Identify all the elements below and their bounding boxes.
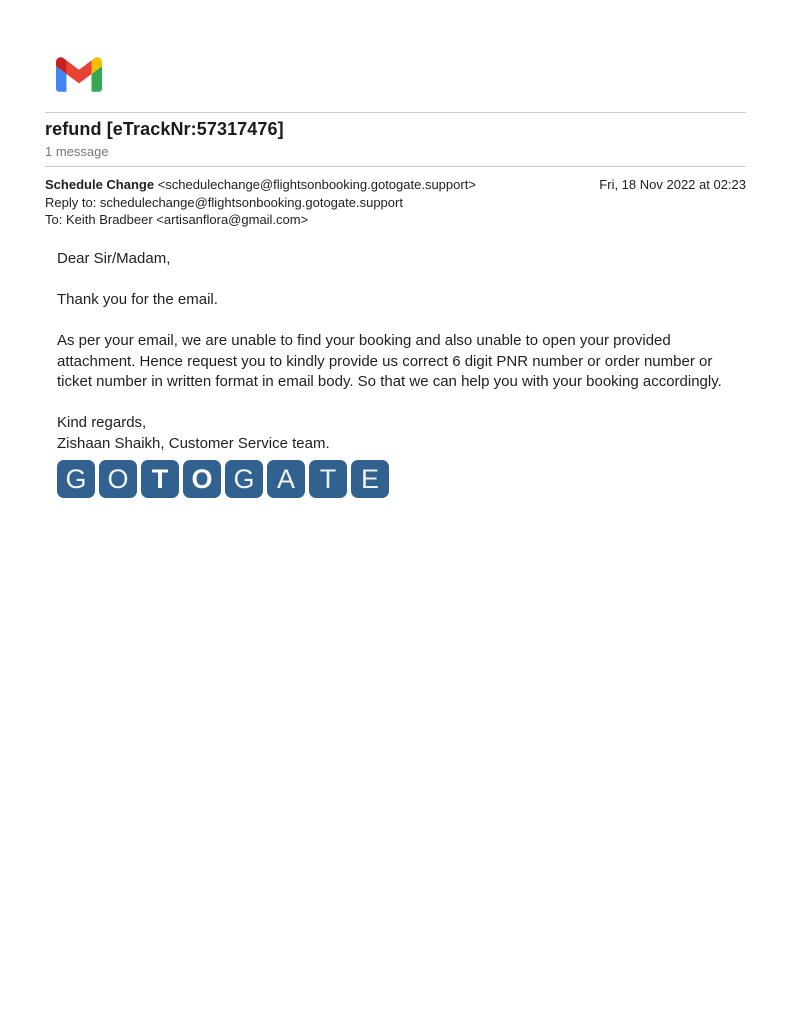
- to-line: To: Keith Bradbeer <artisanflora@gmail.com>: [45, 212, 309, 227]
- gmail-logo-icon: [56, 57, 102, 92]
- signature-block: [57, 413, 745, 454]
- signature-line: Zishaan Shaikh, Customer Service team.: [57, 434, 330, 452]
- email-body: [57, 249, 745, 498]
- salutation: Dear Sir/Madam,: [57, 250, 171, 267]
- gotogate-tile: A: [267, 460, 305, 498]
- gotogate-logo: [57, 460, 745, 498]
- email-header: [45, 176, 746, 229]
- closing-line: Kind regards,: [57, 414, 147, 431]
- divider-mid: [45, 166, 746, 167]
- gotogate-tile: E: [351, 460, 389, 498]
- gotogate-tile: T: [141, 460, 179, 498]
- divider-top: [45, 112, 746, 113]
- thanks-line: Thank you for the email.: [57, 291, 218, 308]
- gotogate-tile: G: [225, 460, 263, 498]
- sender-row: [45, 176, 746, 194]
- reply-to-line: Reply to: schedulechange@flightsonbooking.gotogate.support: [45, 194, 403, 210]
- sender: [45, 176, 476, 194]
- gotogate-tile: O: [99, 460, 137, 498]
- sender-email: <schedulechange@flightsonbooking.gotogate.support>: [154, 177, 476, 192]
- sender-name: Schedule Change: [45, 177, 155, 192]
- gotogate-tile: G: [57, 460, 95, 498]
- message-date: Fri, 18 Nov 2022 at 02:23: [599, 177, 746, 192]
- gotogate-tile: T: [309, 460, 347, 498]
- message-count: 1 message: [45, 144, 109, 159]
- main-paragraph: As per your email, we are unable to find your booking and also unable to open your provided attachment. Hence request you to kindly provide us correct 6 digit PNR number or order number or ticket number in written format in email body. So that we can help you with your booking accordingly.: [57, 332, 722, 390]
- gotogate-tile: O: [183, 460, 221, 498]
- email-subject: refund [eTrackNr:57317476]: [45, 119, 284, 139]
